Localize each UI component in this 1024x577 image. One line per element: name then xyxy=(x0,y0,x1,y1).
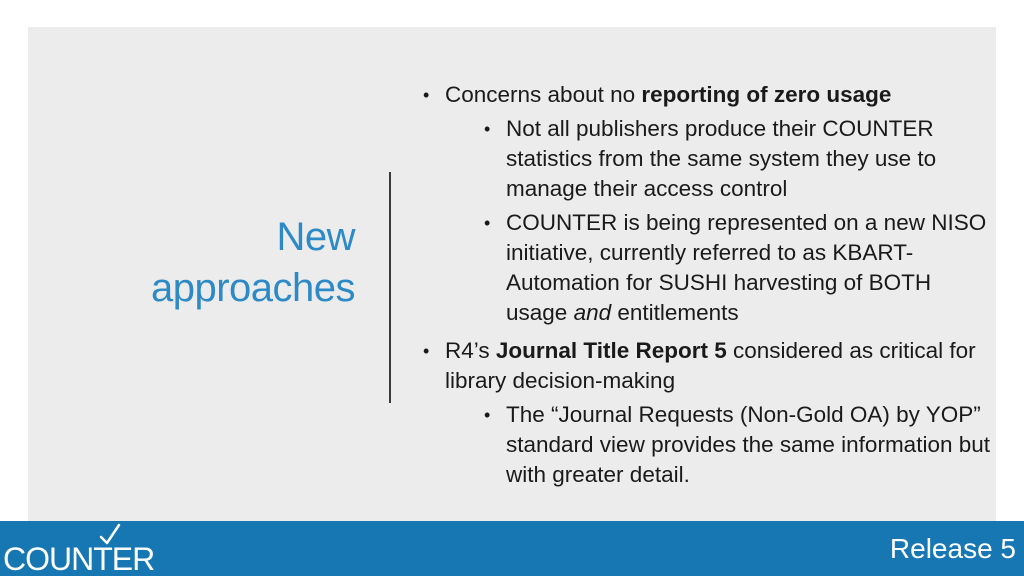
bullet-1-bold: reporting of zero usage xyxy=(641,82,892,107)
sub-bullet-1-1-text: Not all publishers produce their COUNTER statistics from the same system they use to manage their access control xyxy=(506,116,937,201)
title-line-1: New xyxy=(276,215,355,259)
title-line-2: approaches xyxy=(150,266,355,310)
bullet-dot-icon: • xyxy=(484,119,491,139)
sub-bullet-1-2-italic: and xyxy=(573,300,612,325)
sub-bullet-1-1 xyxy=(484,114,993,204)
bullet-item-1 xyxy=(423,80,993,328)
logo-text: COUNTER xyxy=(3,541,155,577)
bullet-dot-icon: • xyxy=(423,85,430,105)
bullet-dot-icon: • xyxy=(484,213,491,233)
bullet-2-text: R4’s xyxy=(445,338,496,363)
sub-bullet-2-1-text: The “Journal Requests (Non-Gold OA) by YOP” standard view provides the same information but with greater detail. xyxy=(506,402,991,487)
bullet-2-bold: Journal Title Report 5 xyxy=(495,338,727,363)
slide-title xyxy=(151,212,355,314)
counter-logo xyxy=(3,541,154,575)
bullet-1-text: Concerns about no xyxy=(445,82,642,107)
bullet-list xyxy=(423,80,993,498)
bullet-2-post: considered as critical for library decision-making xyxy=(445,338,976,393)
checkmark-icon xyxy=(99,523,121,547)
bullet-dot-icon: • xyxy=(423,341,430,361)
sub-bullet-1-2-post: entitlements xyxy=(611,300,739,325)
sub-bullet-1-2-text: COUNTER is being represented on a new NISO initiative, currently referred to as KBART-Automation for SUSHI harvesting of BOTH usage xyxy=(506,210,987,325)
sub-bullet-1-2 xyxy=(484,208,993,328)
bullet-dot-icon: • xyxy=(484,405,491,425)
footer-bar xyxy=(0,521,1024,576)
sub-bullet-2-1 xyxy=(484,400,993,490)
vertical-divider xyxy=(389,172,391,403)
release-label: Release 5 xyxy=(889,533,1016,564)
bullet-item-2 xyxy=(423,336,993,490)
